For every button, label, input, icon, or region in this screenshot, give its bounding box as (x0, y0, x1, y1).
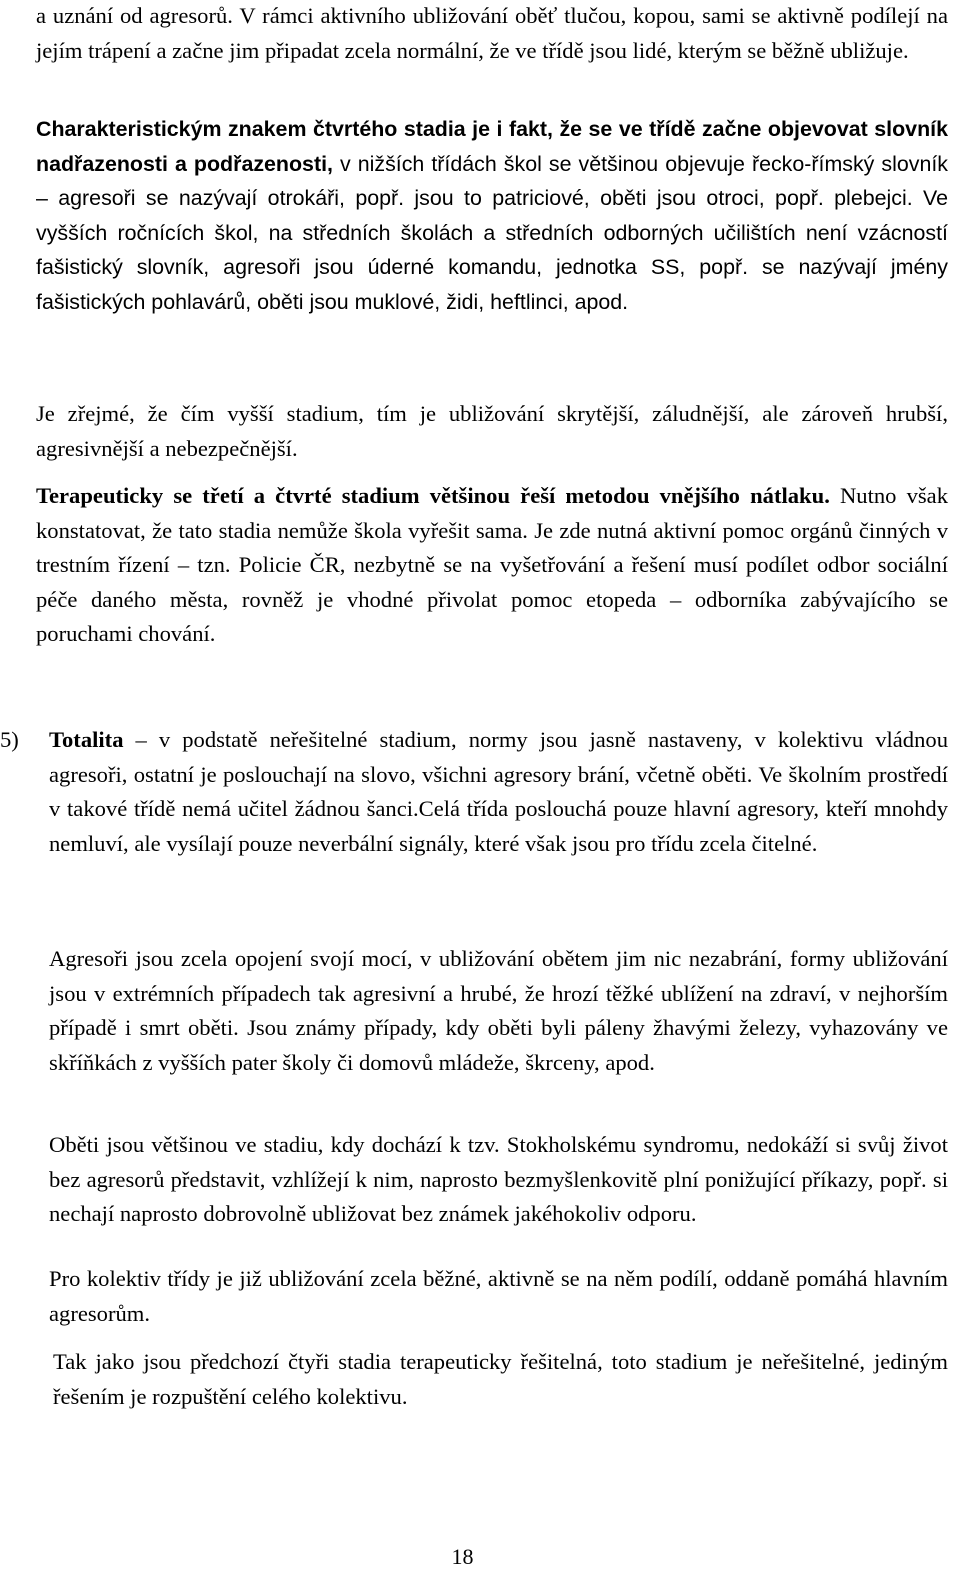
paragraph-text: Nutno však konstatovat, že tato stadia nemůže škola vyřešit sama. Je zde nutná aktivní pomoc orgánů činných v trestním řízení – tzn. Policie ČR, nezbytně se na vyšetřování a řešení musí podílet odbor sociální péče daného města, rovněž je vhodné přivolat pomoc etopeda – odborníka zabývajícího se poruchami chování. (36, 483, 948, 646)
list-item-text: – v podstatě neřešitelné stadium, normy jsou jasně nastaveny, v kolektivu vládnou agresoři, ostatní je poslouchají na slovo, všichni agresory brání, včetně oběti. Ve školním prostředí v takové třídě nemá učitel žádnou šanci.Celá třída poslouchá pouze hlavní agresory, kteří mnohdy nemluví, ale vysílají pouze neverbální signály, které však jsou pro třídu zcela čitelné. (49, 727, 948, 856)
paragraph-bold-lead: Terapeuticky se třetí a čtvrté stadium většinou řeší metodou vnějšího nátlaku. (36, 483, 830, 508)
paragraph-text: a uznání od agresorů. V rámci aktivního ubližování oběť tlučou, kopou, sami se aktivně podílejí na jejím trápení a začne jim připadat zcela normální, že ve třídě jsou lidé, kterým se běžně ubližuje. (36, 3, 948, 63)
paragraph-text: Oběti jsou většinou ve stadiu, kdy dochází k tzv. Stokholskému syndromu, nedokáží si svůj život bez agresorů představit, vzhlížejí k nim, naprosto bezmyšlenkovitě plní ponižující příkazy, popř. si nechají naprosto dobrovolně ubližovat bez známek jakéhokoliv odporu. (49, 1132, 948, 1226)
paragraph-vocabulary (36, 112, 948, 319)
paragraph-therapy (36, 479, 948, 652)
paragraph-text: v nižších třídách škol se většinou objevuje řecko-římský slovník – agresoři se nazývají otrokáři, popř. jsou to patriciové, oběti jsou otroci, popř. plebejci. Ve vyšších ročnících škol, na středních školách a středních odborných učilištích není vzácností fašistický slovník, agresoři jsou úderné komandu, jednotka SS, popř. se nazývají jmény fašistických pohlavárů, oběti jsou muklové, židi, heftlinci, apod. (36, 151, 948, 314)
paragraph-text: Pro kolektiv třídy je již ubližování zcela běžné, aktivně se na něm podílí, oddaně pomáhá hlavním agresorům. (49, 1266, 948, 1326)
paragraph-victims (49, 1128, 948, 1232)
paragraph-text: Tak jako jsou předchozí čtyři stadia terapeuticky řešitelná, toto stadium je neřešitelné, jediným řešením je rozpuštění celého kolektivu. (53, 1349, 948, 1409)
paragraph-text: Je zřejmé, že čím vyšší stadium, tím je ubližování skrytější, záludnější, ale zároveň hrubší, agresivnější a nebezpečnější. (36, 401, 948, 461)
paragraph-text: Agresoři jsou zcela opojení svojí mocí, v ubližování obětem jim nic nezabrání, formy ubližování jsou v extrémních případech tak agresivní a hrubé, že hrozí těžké ublížení na zdraví, v nejhorším případě i smrt oběti. Jsou známy případy, kdy oběti byli páleny žhavými železy, vyhazovány ve skříňkách z vyšších pater školy či domovů mládeže, škrceny, apod. (49, 946, 948, 1075)
paragraph-stage4-end (36, 0, 948, 68)
paragraph-higher-stage (36, 397, 948, 466)
paragraph-bold-lead: Charakteristickým znakem čtvrtého stadia je i fakt, že se ve třídě začne objevovat slovník nadřazenosti a podřazenosti, (36, 117, 948, 176)
paragraph-conclusion (53, 1345, 948, 1414)
page-number: 18 (451, 1544, 474, 1569)
paragraph-collective (49, 1262, 948, 1331)
list-item-term: Totalita (49, 727, 124, 752)
list-item-number: 5) (0, 727, 19, 752)
paragraph-aggressors (49, 942, 948, 1080)
list-item-totalita (49, 723, 948, 861)
